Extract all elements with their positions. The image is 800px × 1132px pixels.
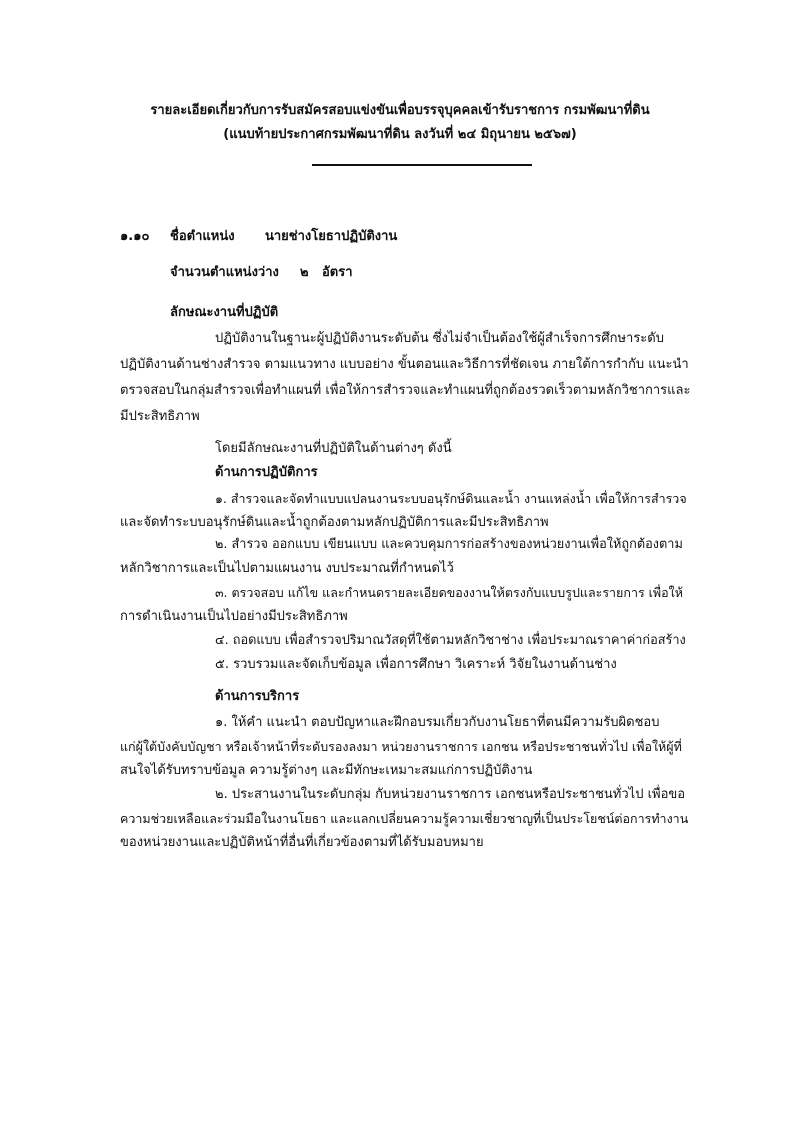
operations-item: ๒. สำรวจ ออกแบบ เขียนแบบ และควบคุมการก่อสร้างของหน่วยงานเพื่อให้ถูกต้องตาม	[215, 537, 683, 552]
position-number: ๑.๑๐	[120, 229, 150, 244]
operations-heading: ด้านการปฏิบัติการ	[215, 465, 318, 480]
services-item: ๒. ประสานงานในระดับกลุ่ม กับหน่วยงานราชการ เอกชนหรือประชาชนทั่วไป เพื่อขอ	[215, 787, 686, 802]
services-heading: ด้านการบริการ	[215, 689, 300, 704]
job-summary-line: ปฏิบัติงานด้านช่างสำรวจ ตามแนวทาง แบบอย่าง ขั้นตอนและวิธีการที่ชัดเจน ภายใต้การกำกับ แนะนำ	[120, 357, 689, 372]
operations-item: ๔. ถอดแบบ เพื่อสำรวจปริมาณวัสดุที่ใช้ตามหลักวิชาช่าง เพื่อประมาณราคาค่าก่อสร้าง	[215, 633, 686, 648]
vacancy-unit: อัตรา	[322, 265, 353, 280]
operations-item: ๓. ตรวจสอบ แก้ไข และกำหนดรายละเอียดของงานให้ตรงกับแบบรูปและรายการ เพื่อให้	[215, 585, 684, 600]
vacancy-count: ๒	[300, 265, 309, 280]
operations-item-cont: หลักวิชาการและเป็นไปตามแผนงาน งบประมาณที่กำหนดไว้	[120, 561, 454, 576]
title-divider	[312, 164, 532, 166]
operations-item: ๕. รวบรวมและจัดเก็บข้อมูล เพื่อการศึกษา วิเคราะห์ วิจัยในงานด้านช่าง	[215, 657, 617, 672]
job-intro: โดยมีลักษณะงานที่ปฏิบัติในด้านต่างๆ ดังนี้	[215, 441, 452, 456]
job-summary-line: มีประสิทธิภาพ	[120, 409, 200, 424]
services-item-cont: ความช่วยเหลือและร่วมมือในงานโยธา และแลกเปลี่ยนความรู้ความเชี่ยวชาญที่เป็นประโยชน์ต่อการทำงาน	[120, 811, 689, 826]
vacancy-label: จำนวนตำแหน่งว่าง	[170, 265, 279, 280]
document-subtitle	[0, 122, 800, 147]
document-title-text: รายละเอียดเกี่ยวกับการรับสมัครสอบแข่งขันเพื่อบรรจุบุคคลเข้ารับราชการ กรมพัฒนาที่ดิน	[150, 103, 650, 118]
job-heading: ลักษณะงานที่ปฏิบัติ	[170, 305, 279, 320]
document-title	[0, 98, 800, 123]
document-subtitle-text: (แนบท้ายประกาศกรมพัฒนาที่ดิน ลงวันที่ ๒๔ มิถุนายน ๒๕๖๗)	[223, 127, 577, 142]
services-item-cont: สนใจได้รับทราบข้อมูล ความรู้ต่างๆ และมีทักษะเหมาะสมแก่การปฏิบัติงาน	[120, 763, 533, 778]
operations-item: ๑. สำรวจและจัดทำแบบแปลนงานระบบอนุรักษ์ดินและน้ำ งานแหล่งน้ำ เพื่อให้การสำรวจ	[215, 491, 687, 506]
position-name-label: ชื่อตำแหน่ง	[170, 229, 235, 244]
services-item-cont: แก่ผู้ใต้บังคับบัญชา หรือเจ้าหน้าที่ระดับรองลงมา หน่วยงานราชการ เอกชน หรือประชาชนทั่วไป เพื่อให้ผู้ที่	[120, 739, 682, 754]
services-item: ๑. ให้คำ แนะนำ ตอบปัญหาและฝึกอบรมเกี่ยวกับงานโยธาที่ตนมีความรับผิดชอบ	[215, 715, 660, 730]
services-item-cont: ของหน่วยงานและปฏิบัติหน้าที่อื่นที่เกี่ยวข้องตามที่ได้รับมอบหมาย	[120, 835, 484, 850]
operations-item-cont: และจัดทำระบบอนุรักษ์ดินและน้ำถูกต้องตามหลักปฏิบัติการและมีประสิทธิภาพ	[120, 515, 549, 530]
job-summary-line: ตรวจสอบในกลุ่มสำรวจเพื่อทำแผนที่ เพื่อให้การสำรวจและทำแผนที่ถูกต้องรวดเร็วตามหลักวิชาการและ	[120, 383, 691, 398]
position-name: นายช่างโยธาปฏิบัติงาน	[265, 229, 398, 244]
operations-item-cont: การดำเนินงานเป็นไปอย่างมีประสิทธิภาพ	[120, 609, 348, 624]
job-summary-line: ปฏิบัติงานในฐานะผู้ปฏิบัติงานระดับต้น ซึ่งไม่จำเป็นต้องใช้ผู้สำเร็จการศึกษาระดับ	[215, 331, 664, 346]
